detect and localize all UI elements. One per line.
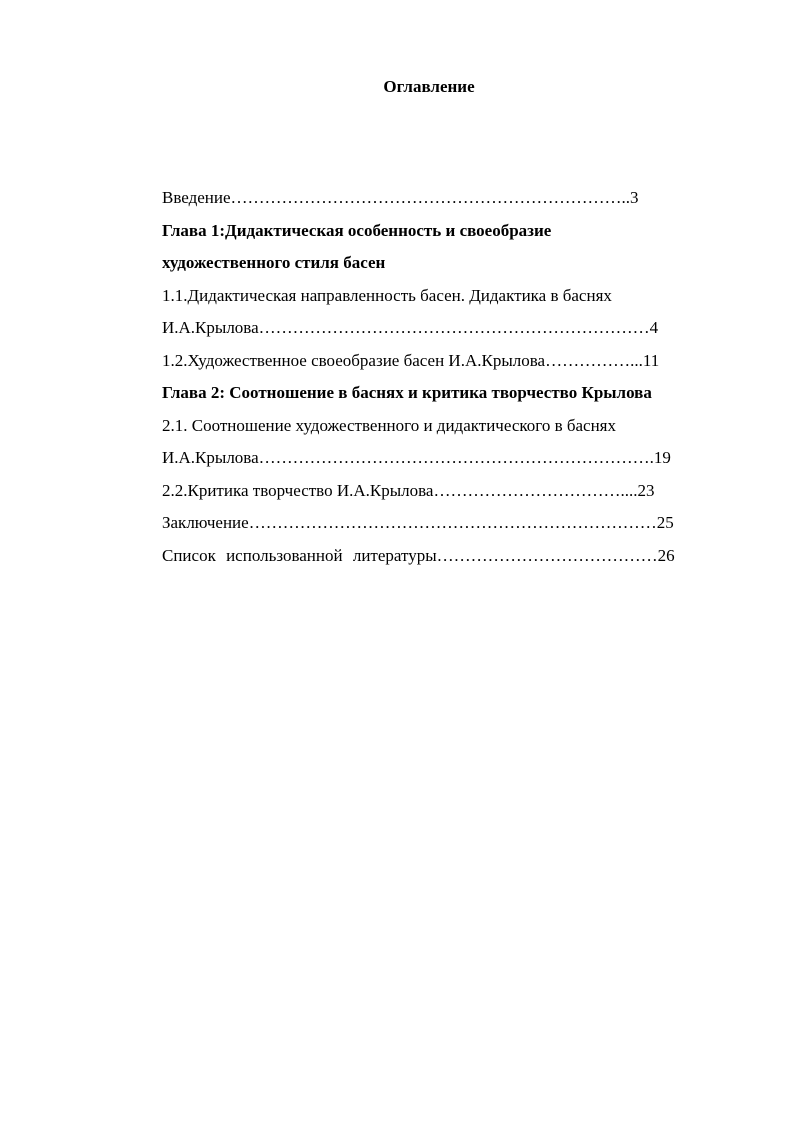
toc-chapter-2-heading: Глава 2: Соотношение в баснях и критика творчество Крылова bbox=[162, 383, 652, 402]
toc-entry-bibliography: Список использованной литературы…………………………………26 bbox=[162, 545, 675, 565]
toc-chapter-1-heading: Глава 1:Дидактическая особенность и своеобразие bbox=[162, 220, 552, 240]
toc-entry-introduction: Введение……………………………………………………………..3 bbox=[162, 188, 639, 207]
page-title: Оглавление bbox=[383, 77, 475, 96]
table-of-contents bbox=[162, 182, 732, 572]
toc-section-1-1: 1.1.Дидактическая направленность басен. Дидактика в баснях bbox=[162, 285, 612, 305]
toc-entry-conclusion: Заключение………………………………………………………………25 bbox=[162, 513, 674, 532]
toc-section-2-1: 2.1. Соотношение художественного и дидактического в баснях bbox=[162, 415, 617, 435]
toc-chapter-1-heading-continued: художественного стиля басен bbox=[162, 253, 386, 272]
toc-section-1-1-continued: И.А.Крылова……………………………………………………………4 bbox=[162, 318, 659, 337]
toc-section-1-2: 1.2.Художественное своеобразие басен И.А.Крылова……………...11 bbox=[162, 350, 660, 370]
toc-section-2-1-continued: И.А.Крылова…………………………………………………………….19 bbox=[162, 448, 671, 467]
toc-section-2-2: 2.2.Критика творчество И.А.Крылова……………………………....23 bbox=[162, 480, 655, 500]
